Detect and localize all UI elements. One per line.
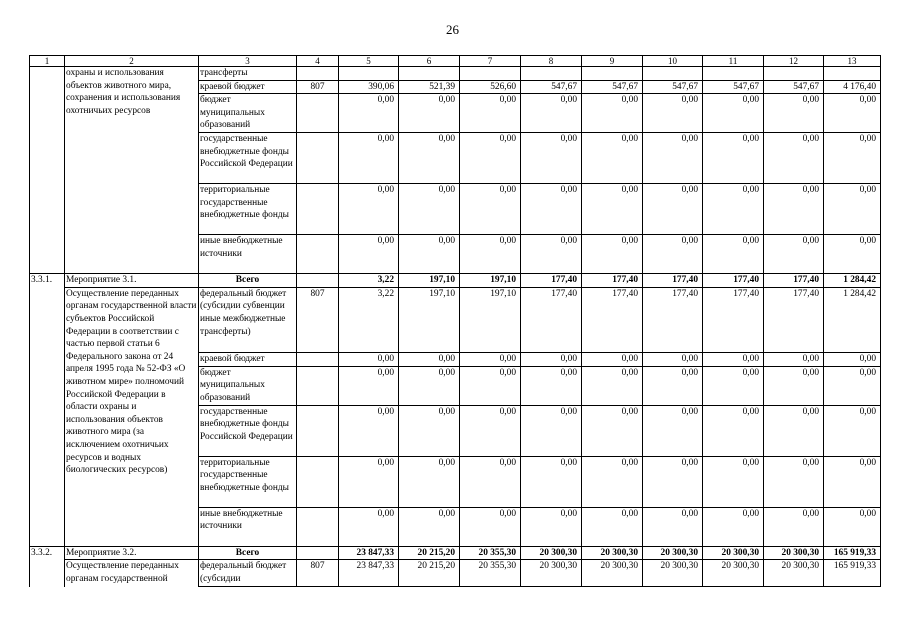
value-cell: 0,00 — [460, 94, 521, 133]
value-cell: 0,00 — [339, 456, 399, 507]
value-cell: 0,00 — [521, 184, 582, 235]
total-value-cell: 1 284,42 — [824, 274, 881, 288]
column-header: 6 — [399, 56, 460, 67]
row-number-cell — [30, 67, 65, 81]
funding-source-cell: краевой бюджет — [199, 352, 297, 366]
value-cell: 0,00 — [582, 352, 643, 366]
value-cell: 20 300,30 — [703, 560, 764, 587]
value-cell: 0,00 — [824, 94, 881, 133]
value-cell: 0,00 — [339, 94, 399, 133]
value-cell: 0,00 — [521, 133, 582, 184]
value-cell: 0,00 — [643, 456, 703, 507]
value-cell: 0,00 — [521, 456, 582, 507]
column-header: 3 — [199, 56, 297, 67]
value-cell: 0,00 — [460, 507, 521, 546]
total-value-cell: 20 300,30 — [521, 546, 582, 560]
value-cell: 0,00 — [582, 133, 643, 184]
value-cell: 177,40 — [764, 287, 824, 352]
value-cell: 20 215,20 — [399, 560, 460, 587]
funding-source-cell: территориальные государственные внебюджетные фонды — [199, 456, 297, 507]
table-row — [30, 287, 881, 352]
total-label-cell: Всего — [199, 274, 297, 288]
value-cell: 0,00 — [764, 94, 824, 133]
value-cell: 0,00 — [643, 184, 703, 235]
value-cell: 0,00 — [824, 133, 881, 184]
value-cell: 177,40 — [643, 287, 703, 352]
value-cell: 0,00 — [582, 366, 643, 405]
value-cell: 0,00 — [460, 235, 521, 274]
total-value-cell: 20 300,30 — [703, 546, 764, 560]
page-number: 26 — [446, 22, 459, 37]
total-value-cell: 20 300,30 — [643, 546, 703, 560]
value-cell — [521, 67, 582, 81]
funding-source-cell: территориальные государственные внебюджетные фонды — [199, 184, 297, 235]
value-cell — [824, 67, 881, 81]
row-number-cell: 3.3.1. — [30, 274, 65, 547]
code-cell — [297, 133, 339, 184]
value-cell: 0,00 — [703, 235, 764, 274]
row-number-cell — [30, 80, 65, 94]
value-cell: 547,67 — [582, 80, 643, 94]
value-cell: 0,00 — [460, 184, 521, 235]
value-cell: 547,67 — [521, 80, 582, 94]
column-header: 5 — [339, 56, 399, 67]
value-cell: 0,00 — [521, 235, 582, 274]
activity-name-cell: охраны и использования объектов животного мира, сохранения и использования охотничьих ресурсов — [65, 67, 199, 274]
code-cell — [297, 235, 339, 274]
code-cell — [297, 184, 339, 235]
value-cell: 20 355,30 — [460, 560, 521, 587]
value-cell: 0,00 — [824, 184, 881, 235]
code-cell — [297, 366, 339, 405]
value-cell: 0,00 — [339, 133, 399, 184]
value-cell: 197,10 — [460, 287, 521, 352]
code-cell — [297, 507, 339, 546]
value-cell: 0,00 — [824, 507, 881, 546]
value-cell: 0,00 — [339, 405, 399, 456]
row-number-cell — [30, 184, 65, 235]
funding-source-cell: бюджет муниципальных образований — [199, 366, 297, 405]
value-cell: 0,00 — [643, 507, 703, 546]
value-cell: 23 847,33 — [339, 560, 399, 587]
value-cell: 0,00 — [643, 405, 703, 456]
funding-source-cell: иные внебюджетные источники — [199, 235, 297, 274]
activity-title-cell: Мероприятие 3.1. — [65, 274, 199, 288]
column-header: 8 — [521, 56, 582, 67]
value-cell: 20 300,30 — [764, 560, 824, 587]
funding-source-cell: федеральный бюджет (субсидии — [199, 560, 297, 587]
value-cell: 547,67 — [703, 80, 764, 94]
value-cell: 0,00 — [582, 94, 643, 133]
value-cell: 0,00 — [399, 405, 460, 456]
row-number-cell — [30, 94, 65, 133]
value-cell: 0,00 — [824, 405, 881, 456]
value-cell: 0,00 — [399, 184, 460, 235]
value-cell: 0,00 — [643, 94, 703, 133]
value-cell: 0,00 — [582, 507, 643, 546]
budget-table — [29, 55, 881, 587]
value-cell: 0,00 — [399, 235, 460, 274]
value-cell — [643, 67, 703, 81]
value-cell: 0,00 — [399, 507, 460, 546]
total-value-cell: 177,40 — [521, 274, 582, 288]
value-cell: 165 919,33 — [824, 560, 881, 587]
value-cell: 0,00 — [764, 456, 824, 507]
value-cell: 0,00 — [339, 352, 399, 366]
code-cell: 807 — [297, 80, 339, 94]
value-cell: 526,60 — [460, 80, 521, 94]
value-cell: 0,00 — [339, 507, 399, 546]
value-cell: 0,00 — [521, 352, 582, 366]
value-cell: 0,00 — [460, 456, 521, 507]
table-row — [30, 560, 881, 587]
value-cell: 0,00 — [703, 133, 764, 184]
value-cell: 0,00 — [764, 184, 824, 235]
value-cell: 0,00 — [824, 352, 881, 366]
header-row — [30, 56, 881, 67]
value-cell: 0,00 — [460, 352, 521, 366]
value-cell: 0,00 — [339, 366, 399, 405]
value-cell — [399, 67, 460, 81]
value-cell: 0,00 — [643, 352, 703, 366]
value-cell: 0,00 — [703, 366, 764, 405]
total-value-cell: 23 847,33 — [339, 546, 399, 560]
column-header: 2 — [65, 56, 199, 67]
value-cell: 547,67 — [764, 80, 824, 94]
value-cell: 0,00 — [582, 184, 643, 235]
total-value-cell: 177,40 — [643, 274, 703, 288]
code-cell — [297, 546, 339, 560]
row-number-cell: 3.3.2. — [30, 546, 65, 587]
total-value-cell: 177,40 — [582, 274, 643, 288]
total-value-cell: 20 300,30 — [582, 546, 643, 560]
value-cell: 177,40 — [582, 287, 643, 352]
row-number-cell — [30, 133, 65, 184]
value-cell: 1 284,42 — [824, 287, 881, 352]
total-value-cell: 165 919,33 — [824, 546, 881, 560]
value-cell: 0,00 — [764, 405, 824, 456]
column-header: 1 — [30, 56, 65, 67]
value-cell: 0,00 — [339, 235, 399, 274]
value-cell: 0,00 — [824, 456, 881, 507]
column-header: 7 — [460, 56, 521, 67]
column-header: 13 — [824, 56, 881, 67]
value-cell — [339, 67, 399, 81]
total-value-cell: 20 355,30 — [460, 546, 521, 560]
value-cell: 0,00 — [643, 235, 703, 274]
funding-source-cell: бюджет муниципальных образований — [199, 94, 297, 133]
value-cell: 0,00 — [764, 133, 824, 184]
total-value-cell: 177,40 — [764, 274, 824, 288]
value-cell: 0,00 — [764, 366, 824, 405]
column-header: 10 — [643, 56, 703, 67]
value-cell: 20 300,30 — [582, 560, 643, 587]
value-cell: 0,00 — [521, 405, 582, 456]
value-cell — [764, 67, 824, 81]
value-cell: 0,00 — [521, 366, 582, 405]
value-cell — [582, 67, 643, 81]
column-header: 12 — [764, 56, 824, 67]
activity-description-cell: Осуществление переданных органам государственной — [65, 560, 199, 587]
table-row — [30, 67, 881, 81]
column-header: 4 — [297, 56, 339, 67]
total-row — [30, 274, 881, 288]
value-cell: 0,00 — [582, 405, 643, 456]
value-cell: 0,00 — [824, 366, 881, 405]
funding-source-cell: государственные внебюджетные фонды Российской Федерации — [199, 405, 297, 456]
activity-description-cell: Осуществление переданных органам государственной власти субъектов Российской Федерации в соответствии с частью первой статьи 6 Федерального закона от 24 апреля 1995 года № 52-ФЗ «О животном мире» полномочий Российской Федерации в области охраны и использования объектов животного мира (за исключением охотничьих ресурсов и водных биологических ресурсов) — [65, 287, 199, 546]
code-cell: 807 — [297, 560, 339, 587]
value-cell: 547,67 — [643, 80, 703, 94]
funding-source-cell: государственные внебюджетные фонды Российской Федерации — [199, 133, 297, 184]
value-cell: 0,00 — [399, 133, 460, 184]
value-cell: 20 300,30 — [521, 560, 582, 587]
value-cell: 0,00 — [582, 456, 643, 507]
funding-source-cell: краевой бюджет — [199, 80, 297, 94]
code-cell — [297, 94, 339, 133]
value-cell: 0,00 — [703, 352, 764, 366]
value-cell: 0,00 — [703, 184, 764, 235]
value-cell: 0,00 — [460, 366, 521, 405]
value-cell — [703, 67, 764, 81]
value-cell: 0,00 — [703, 94, 764, 133]
column-header: 9 — [582, 56, 643, 67]
code-cell: 807 — [297, 287, 339, 352]
value-cell: 0,00 — [399, 366, 460, 405]
value-cell: 0,00 — [643, 133, 703, 184]
total-value-cell: 20 300,30 — [764, 546, 824, 560]
total-row — [30, 546, 881, 560]
value-cell: 3,22 — [339, 287, 399, 352]
value-cell: 0,00 — [339, 184, 399, 235]
value-cell: 0,00 — [764, 352, 824, 366]
value-cell: 177,40 — [521, 287, 582, 352]
value-cell: 0,00 — [703, 456, 764, 507]
total-value-cell: 177,40 — [703, 274, 764, 288]
value-cell: 521,39 — [399, 80, 460, 94]
value-cell: 390,06 — [339, 80, 399, 94]
value-cell: 0,00 — [703, 507, 764, 546]
value-cell: 0,00 — [521, 507, 582, 546]
value-cell: 0,00 — [643, 366, 703, 405]
value-cell: 4 176,40 — [824, 80, 881, 94]
funding-source-cell: иные внебюджетные источники — [199, 507, 297, 546]
funding-source-cell: трансферты — [199, 67, 297, 81]
value-cell: 0,00 — [764, 507, 824, 546]
code-cell — [297, 274, 339, 288]
total-value-cell: 3,22 — [339, 274, 399, 288]
value-cell: 0,00 — [703, 405, 764, 456]
value-cell: 0,00 — [399, 94, 460, 133]
value-cell: 177,40 — [703, 287, 764, 352]
funding-source-cell: федеральный бюджет (субсидии субвенции иные межбюджетные трансферты) — [199, 287, 297, 352]
total-value-cell: 197,10 — [460, 274, 521, 288]
value-cell: 0,00 — [399, 352, 460, 366]
code-cell — [297, 405, 339, 456]
value-cell: 197,10 — [399, 287, 460, 352]
activity-title-cell: Мероприятие 3.2. — [65, 546, 199, 560]
total-label-cell: Всего — [199, 546, 297, 560]
column-header: 11 — [703, 56, 764, 67]
value-cell: 20 300,30 — [643, 560, 703, 587]
code-cell — [297, 67, 339, 81]
row-number-cell — [30, 235, 65, 274]
value-cell — [460, 67, 521, 81]
total-value-cell: 20 215,20 — [399, 546, 460, 560]
value-cell: 0,00 — [764, 235, 824, 274]
value-cell: 0,00 — [460, 133, 521, 184]
value-cell: 0,00 — [399, 456, 460, 507]
value-cell: 0,00 — [521, 94, 582, 133]
code-cell — [297, 352, 339, 366]
value-cell: 0,00 — [582, 235, 643, 274]
value-cell: 0,00 — [824, 235, 881, 274]
code-cell — [297, 456, 339, 507]
total-value-cell: 197,10 — [399, 274, 460, 288]
value-cell: 0,00 — [460, 405, 521, 456]
